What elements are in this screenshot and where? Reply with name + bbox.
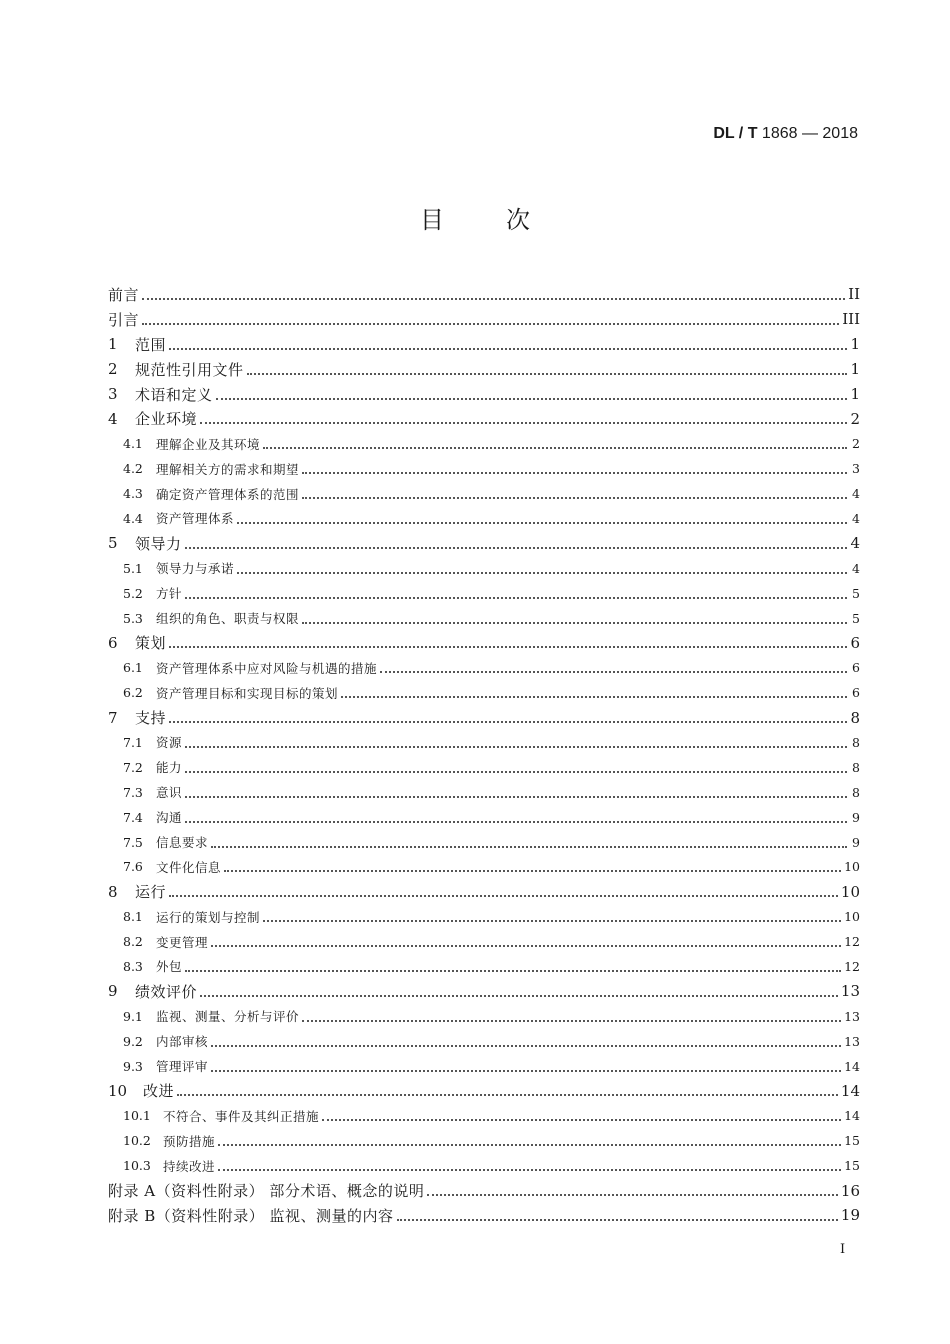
toc-entry-page: 6 (852, 660, 860, 676)
toc-entry[interactable] (108, 357, 860, 382)
toc-entry-label: 组织的角色、职责与权限 (156, 611, 300, 627)
toc-entry-page: 19 (840, 1206, 860, 1225)
toc-entry-page: 1 (850, 335, 860, 354)
toc-entry-page: 2 (852, 436, 860, 452)
toc-entry-label: 范围 (135, 335, 167, 354)
toc-entry[interactable] (108, 307, 860, 332)
toc-entry[interactable] (108, 456, 860, 481)
toc-entry[interactable] (108, 531, 860, 556)
toc-entry-label: 领导力 (135, 534, 182, 553)
dot-leader (185, 596, 847, 599)
toc-entry-label: 变更管理 (156, 934, 209, 950)
toc-entry-label: 运行的策划与控制 (156, 909, 261, 925)
toc-entry-page: 9 (852, 809, 860, 825)
document-code-number: 1868 — 2018 (761, 125, 858, 142)
toc-entry-page: 1 (850, 385, 860, 403)
toc-entry-label: 运行 (135, 883, 167, 902)
toc-entry-label: 能力 (156, 760, 183, 776)
toc-entry-number: 1 (108, 335, 118, 354)
dot-leader (169, 720, 847, 723)
toc-entry[interactable] (108, 730, 860, 755)
toc-entry[interactable] (108, 382, 860, 407)
dot-leader (211, 845, 847, 848)
dot-leader (185, 820, 847, 823)
toc-entry-number: 6.2 (123, 685, 143, 701)
toc-entry[interactable] (108, 830, 860, 855)
toc-entry-page: 13 (844, 1033, 860, 1049)
toc-entry-page: 4 (850, 534, 860, 553)
toc-entry-page: 9 (852, 834, 860, 850)
dot-leader (211, 1069, 841, 1072)
toc-entry-label: 资产管理体系 (156, 511, 235, 527)
toc-entry[interactable] (108, 954, 860, 979)
dot-leader (169, 894, 838, 897)
toc-entry-number: 7.1 (123, 734, 143, 750)
toc-entry-page: 8 (852, 759, 860, 775)
toc-entry[interactable] (108, 1079, 860, 1104)
toc-entry-number: 9.1 (123, 1008, 143, 1024)
toc-entry[interactable] (108, 755, 860, 780)
dot-leader (263, 919, 841, 922)
document-code (713, 124, 858, 144)
toc-entry-page: 4 (852, 510, 860, 526)
toc-entry[interactable] (108, 780, 860, 805)
toc-entry[interactable] (108, 1203, 860, 1228)
dot-leader (302, 471, 847, 474)
toc-entry-page: 6 (850, 633, 860, 652)
toc-entry-label: 预防措施 (163, 1133, 216, 1149)
toc-entry[interactable] (108, 1004, 860, 1029)
toc-entry-label: 外包 (156, 959, 183, 975)
toc-entry-label: 资源 (156, 735, 183, 751)
dot-leader (185, 795, 847, 798)
dot-leader (185, 745, 847, 748)
toc-entry-label: 附录 B（资料性附录） 监视、测量的内容 (108, 1206, 394, 1225)
dot-leader (427, 1193, 838, 1196)
toc-entry-label: 文件化信息 (156, 859, 222, 875)
toc-entry-page: 3 (852, 461, 860, 477)
toc-entry-number: 5 (108, 534, 118, 553)
document-code-prefix: DL / T (713, 125, 758, 142)
toc-entry-page: 12 (844, 958, 860, 974)
dot-leader (185, 546, 847, 549)
toc-entry-number: 7.3 (123, 784, 143, 800)
toc-entry-number: 7.6 (123, 859, 143, 875)
toc-entry-number: 4 (108, 409, 118, 428)
dot-leader (218, 1168, 841, 1171)
toc-entry[interactable] (108, 431, 860, 456)
toc-entry-label: 不符合、事件及其纠正措施 (163, 1108, 320, 1124)
toc-entry-number: 10.3 (123, 1158, 151, 1174)
toc-entry-page: II (848, 285, 860, 304)
dot-leader (216, 397, 847, 400)
toc-entry-page: 14 (844, 1108, 860, 1124)
toc-entry-page: 12 (844, 934, 860, 950)
toc-entry-page: 10 (844, 909, 860, 925)
toc-entry-label: 沟通 (156, 810, 183, 826)
toc-entry-page: 13 (840, 982, 860, 1001)
toc-entry-page: 10 (844, 859, 860, 875)
toc-entry-label: 规范性引用文件 (135, 360, 244, 379)
toc-entry-label: 绩效评价 (135, 982, 198, 1001)
toc-entry-page: 8 (852, 784, 860, 800)
toc-entry-label: 管理评审 (156, 1059, 209, 1075)
toc-entry-page: 4 (852, 560, 860, 576)
toc-entry[interactable] (108, 904, 860, 929)
toc-entry[interactable] (108, 705, 860, 730)
dot-leader (237, 521, 847, 524)
toc-entry-number: 9.2 (123, 1033, 143, 1049)
toc-entry-number: 6 (108, 633, 118, 652)
dot-leader (302, 1019, 841, 1022)
table-of-contents (108, 282, 860, 1228)
toc-entry[interactable] (108, 1029, 860, 1054)
toc-entry-page: 16 (840, 1181, 860, 1200)
toc-entry-label: 支持 (135, 709, 167, 728)
toc-entry-number: 3 (108, 385, 118, 403)
toc-entry-label: 附录 A（资料性附录） 部分术语、概念的说明 (108, 1182, 425, 1200)
toc-entry-page: 8 (850, 708, 860, 727)
toc-entry[interactable] (108, 979, 860, 1004)
toc-entry-page: 14 (844, 1058, 860, 1074)
toc-entry[interactable] (108, 581, 860, 606)
toc-entry-page: 4 (852, 486, 860, 502)
toc-entry-label: 理解企业及其环境 (156, 436, 261, 452)
toc-entry[interactable] (108, 282, 860, 307)
toc-entry-number: 9.3 (123, 1058, 143, 1074)
toc-entry-page: 14 (840, 1081, 860, 1100)
toc-entry-page: 1 (850, 360, 860, 379)
dot-leader (200, 421, 847, 424)
toc-entry-label: 监视、测量、分析与评价 (156, 1009, 300, 1025)
dot-leader (185, 969, 841, 972)
toc-entry-number: 7.5 (123, 834, 143, 850)
dot-leader (200, 994, 838, 997)
dot-leader (142, 297, 845, 300)
toc-entry-number: 7.4 (123, 809, 143, 825)
toc-entry[interactable] (108, 556, 860, 581)
toc-entry-label: 策划 (135, 634, 167, 653)
toc-entry[interactable] (108, 854, 860, 879)
toc-entry-page: 2 (850, 409, 860, 428)
dot-leader (211, 944, 841, 947)
dot-leader (185, 770, 847, 773)
toc-entry-number: 8.1 (123, 909, 143, 925)
toc-entry[interactable] (108, 879, 860, 904)
toc-entry-label: 领导力与承诺 (156, 561, 235, 577)
toc-entry[interactable] (108, 406, 860, 431)
dot-leader (380, 670, 847, 673)
dot-leader (224, 869, 841, 872)
toc-entry-number: 5.3 (123, 610, 143, 626)
toc-entry-label: 前言 (108, 285, 140, 304)
toc-entry-number: 4.2 (123, 461, 143, 477)
toc-entry-number: 5.1 (123, 560, 143, 576)
toc-entry[interactable] (108, 929, 860, 954)
toc-entry[interactable] (108, 1054, 860, 1079)
toc-entry-label: 资产管理体系中应对风险与机遇的措施 (156, 660, 378, 676)
dot-leader (237, 571, 847, 574)
toc-entry-label: 企业环境 (135, 410, 198, 429)
dot-leader (397, 1218, 838, 1221)
toc-entry-label: 资产管理目标和实现目标的策划 (156, 685, 339, 701)
dot-leader (341, 695, 847, 698)
toc-entry-number: 10.1 (123, 1108, 151, 1124)
toc-entry[interactable] (108, 1178, 860, 1203)
toc-entry[interactable] (108, 805, 860, 830)
dot-leader (302, 621, 847, 624)
toc-entry-label: 术语和定义 (135, 385, 213, 404)
toc-entry-number: 8.2 (123, 934, 143, 950)
toc-entry-label: 改进 (143, 1082, 175, 1101)
toc-entry-number: 4.1 (123, 436, 143, 452)
toc-entry-number: 8 (108, 882, 118, 901)
toc-entry-number: 5.2 (123, 585, 143, 601)
dot-leader (169, 645, 847, 648)
toc-entry[interactable] (108, 1153, 860, 1178)
toc-entry[interactable] (108, 332, 860, 357)
toc-entry-page: 13 (844, 1008, 860, 1024)
toc-entry-label: 信息要求 (156, 835, 209, 851)
toc-entry-label: 内部审核 (156, 1034, 209, 1050)
toc-entry-label: 确定资产管理体系的范围 (156, 486, 300, 502)
toc-entry[interactable] (108, 1128, 860, 1153)
toc-entry-number: 10 (108, 1081, 128, 1100)
toc-entry-page: 5 (852, 610, 860, 626)
dot-leader (302, 496, 847, 499)
toc-entry-number: 9 (108, 982, 118, 1001)
toc-entry[interactable] (108, 606, 860, 631)
dot-leader (177, 1093, 838, 1096)
toc-entry[interactable] (108, 1103, 860, 1128)
dot-leader (263, 446, 847, 449)
toc-entry-label: 意识 (156, 785, 183, 801)
toc-entry[interactable] (108, 680, 860, 705)
toc-entry-number: 6.1 (123, 660, 143, 676)
dot-leader (247, 372, 847, 375)
toc-entry-number: 2 (108, 360, 118, 379)
toc-entry-number: 4.3 (123, 486, 143, 502)
toc-entry-number: 8.3 (123, 958, 143, 974)
toc-entry-number: 7.2 (123, 759, 143, 775)
toc-entry[interactable] (108, 481, 860, 506)
toc-entry-number: 7 (108, 708, 118, 727)
toc-entry-number: 10.2 (123, 1133, 151, 1149)
toc-entry-label: 理解相关方的需求和期望 (156, 461, 300, 477)
toc-entry-page: 6 (852, 685, 860, 701)
page-number: I (840, 1242, 846, 1257)
toc-entry-page: III (842, 310, 860, 329)
toc-entry-page: 15 (844, 1133, 860, 1149)
dot-leader (169, 347, 847, 350)
dot-leader (142, 322, 839, 325)
toc-entry-page: 8 (852, 734, 860, 750)
toc-entry-label: 引言 (108, 310, 140, 329)
dot-leader (322, 1118, 841, 1121)
toc-entry[interactable] (108, 630, 860, 655)
toc-entry-number: 4.4 (123, 510, 143, 526)
toc-entry-page: 5 (852, 585, 860, 601)
dot-leader (211, 1044, 841, 1047)
toc-entry-page: 10 (840, 882, 860, 901)
toc-entry[interactable] (108, 655, 860, 680)
toc-entry[interactable] (108, 506, 860, 531)
page-title: 目次 (420, 206, 592, 234)
toc-entry-page: 15 (844, 1158, 860, 1174)
dot-leader (218, 1143, 841, 1146)
toc-entry-label: 方针 (156, 586, 183, 602)
toc-entry-label: 持续改进 (163, 1158, 216, 1174)
